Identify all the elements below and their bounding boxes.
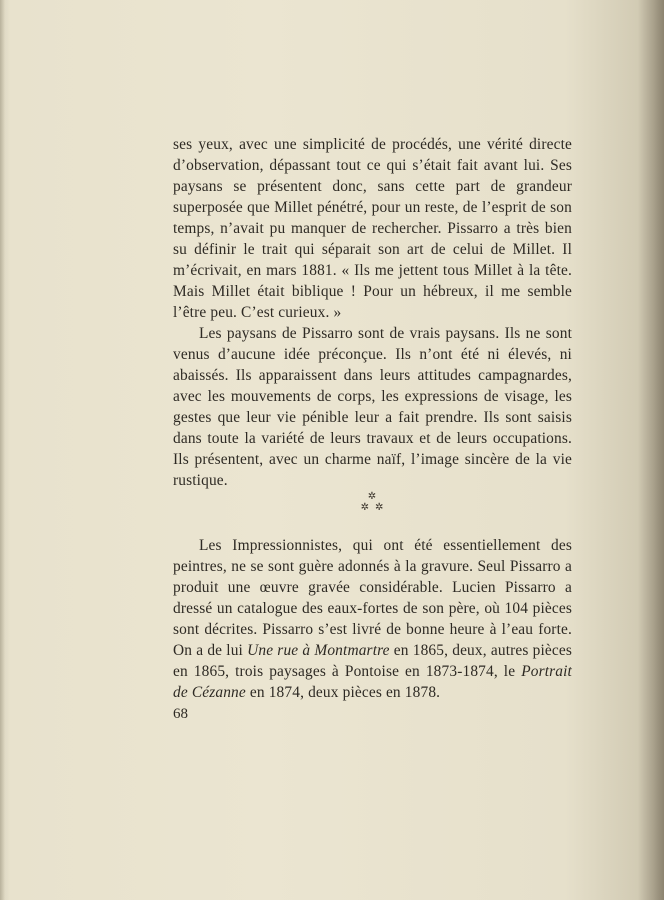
- text-block-upper: [173, 134, 572, 491]
- paragraph-engravings: [173, 535, 572, 703]
- text-block-lower: [173, 535, 572, 703]
- paragraph-continuation: ses yeux, avec une simplicité de procédés, une vérité directe d’observation, dépassant tout ce qui s’était fait avant lui. Ses paysans se présentent donc, sans cette part de grandeur superposée que Millet pénétré, pour un reste, de l’esprit de son temps, n’avait pu manquer de rechercher. Pissarro a très bien su définir le trait qui séparait son art de celui de Millet. Il m’écrivait, en mars 1881. « Ils me jettent tous Millet à la tête. Mais Millet était biblique ! Pour un hébreux, il me semble l’être peu. C’est curieux. »: [173, 136, 572, 321]
- artwork-title-portrait-cezanne: Portrait de Cézanne: [173, 663, 572, 701]
- engravings-text-a: Les Impressionnistes, qui ont été essentiellement des peintres, ne se sont guère adonnés à la gravure. Seul Pissarro a produit une œuvre gravée considérable. Lucien Pissarro a dressé un catalogue des eaux-fortes de son père, où 104 pièces sont décrites. Pissarro s’est livré de bonne heure à l’eau forte. On a de lui: [173, 537, 572, 659]
- page-number: 68: [173, 706, 188, 722]
- section-ornament: [354, 491, 390, 517]
- ornament-top-star-icon: ✲: [367, 491, 377, 502]
- ornament-bottom-stars-icon: ✲✲: [360, 502, 390, 513]
- page-left-edge: [0, 0, 5, 900]
- artwork-title-rue-montmartre: Une rue à Montmartre: [247, 642, 390, 659]
- paragraph-peasants: Les paysans de Pissarro sont de vrais paysans. Ils ne sont venus d’aucune idée préconçue. Ils n’ont été ni élevés, ni abaissés. Ils apparaissent dans leurs attitudes campagnardes, avec les mouvements de corps, les expressions de visage, les gestes que leur vie pénible leur a fait prendre. Ils sont saisis dans toute la variété de leurs travaux et de leurs occupations. Ils présentent, avec un charme naïf, l’image sincère de la vie rustique.: [173, 325, 572, 489]
- engravings-text-c: en 1874, deux pièces en 1878.: [245, 684, 441, 701]
- page-gutter-shadow: [638, 0, 664, 900]
- engravings-text-b: en 1865, deux, autres pièces en 1865, trois paysages à Pontoise en 1873-1874, le: [173, 642, 572, 680]
